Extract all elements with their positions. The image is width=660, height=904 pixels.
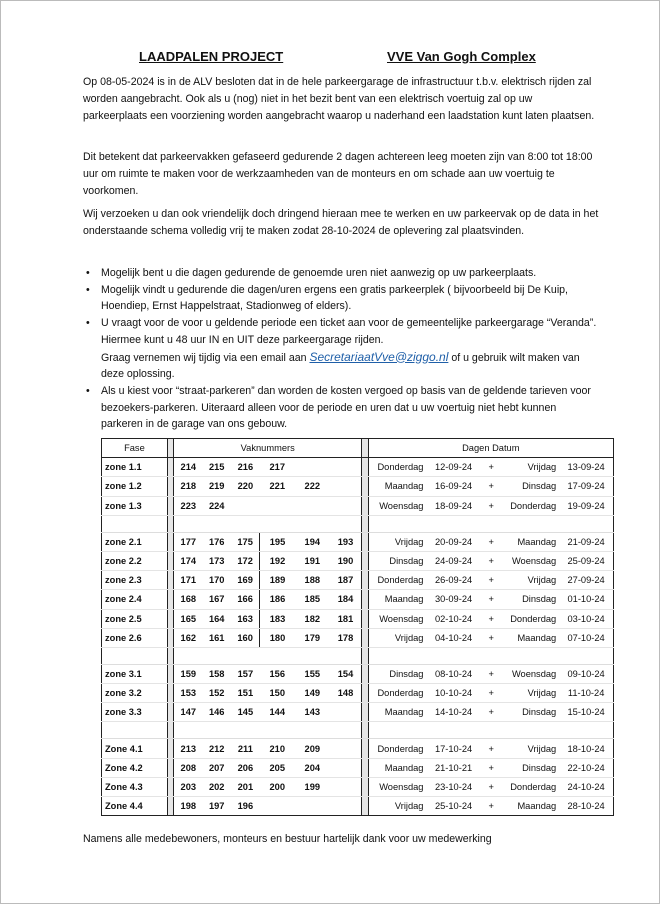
vak-number-cell: 209 — [295, 739, 330, 758]
bullet-icon: • — [86, 283, 90, 296]
end-date-cell: 09-10-24 — [559, 664, 613, 683]
vak-number-cell: 205 — [260, 758, 295, 777]
end-date-cell: 25-09-24 — [559, 551, 613, 570]
zone-cell: zone 2.2 — [102, 551, 168, 570]
spacer-row — [102, 515, 614, 532]
vak-number-cell: 169 — [231, 571, 260, 590]
vak-number-cell: 166 — [231, 590, 260, 609]
vak-number-cell: 189 — [260, 571, 295, 590]
start-date-cell: 02-10-24 — [426, 609, 480, 628]
vak-number-cell: 159 — [174, 664, 203, 683]
vak-number-cell: 161 — [202, 628, 231, 647]
plus-cell: + — [481, 777, 502, 796]
vak-number-cell: 155 — [295, 664, 330, 683]
vak-number-cell — [330, 758, 362, 777]
vak-number-cell: 192 — [260, 551, 295, 570]
table-row — [102, 664, 614, 683]
start-day-cell: Vrijdag — [368, 628, 426, 647]
start-date-cell: 04-10-24 — [426, 628, 480, 647]
vak-number-cell: 175 — [231, 532, 260, 551]
vak-number-cell: 168 — [174, 590, 203, 609]
table-row — [102, 739, 614, 758]
vak-number-cell — [330, 797, 362, 816]
vak-number-cell: 154 — [330, 664, 362, 683]
vak-number-cell: 220 — [231, 477, 260, 496]
start-day-cell: Maandag — [368, 590, 426, 609]
impact-paragraph: Dit betekent dat parkeervakken gefaseerd gedurende 2 dagen achtereen leeg moeten zijn van 8:00 tot 18:00 uur om ruimte te maken voor de werkzaamheden van de monteurs en om schade aan uw voertuig te voorkomen. — [83, 151, 593, 197]
vak-number-cell: 146 — [202, 703, 231, 722]
intro-paragraph: Op 08-05-2024 is in de ALV besloten dat in de hele parkeergarage de infrastructuur t.b.v. elektrisch rijden zal worden aangebracht. Ook als u (nog) niet in het bezit bent van een elektrisch voertuig zal op uw parkeerplaats een voorziening worden aangebracht waarop u naderhand een laadstation kunt laten plaatsen. — [83, 76, 595, 122]
vak-number-cell: 194 — [295, 532, 330, 551]
start-date-cell: 17-10-24 — [426, 739, 480, 758]
vak-number-cell: 224 — [202, 496, 231, 515]
plus-cell: + — [481, 703, 502, 722]
vak-number-cell: 210 — [260, 739, 295, 758]
vak-number-cell: 190 — [330, 551, 362, 570]
start-date-cell: 25-10-24 — [426, 797, 480, 816]
vak-number-cell: 178 — [330, 628, 362, 647]
start-day-cell: Dinsdag — [368, 551, 426, 570]
zone-cell: zone 3.1 — [102, 664, 168, 683]
start-date-cell: 12-09-24 — [426, 458, 480, 477]
vak-number-cell: 149 — [295, 684, 330, 703]
vak-number-cell — [330, 458, 362, 477]
vak-number-cell: 216 — [231, 458, 260, 477]
table-row — [102, 477, 614, 496]
vak-number-cell: 208 — [174, 758, 203, 777]
spacer-row — [102, 647, 614, 664]
table-row — [102, 703, 614, 722]
email-link[interactable]: SecretariaatVve@ziggo.nl — [309, 349, 449, 364]
vak-number-cell: 170 — [202, 571, 231, 590]
plus-cell: + — [481, 458, 502, 477]
table-row — [102, 458, 614, 477]
fase-header: Fase — [102, 439, 168, 458]
vak-number-cell: 177 — [174, 532, 203, 551]
end-day-cell: Donderdag — [502, 496, 559, 515]
start-date-cell: 21-10-21 — [426, 758, 480, 777]
zone-cell: zone 1.3 — [102, 496, 168, 515]
vak-number-cell: 148 — [330, 684, 362, 703]
vak-number-cell: 186 — [260, 590, 295, 609]
vak-number-cell: 181 — [330, 609, 362, 628]
zone-cell: zone 2.1 — [102, 532, 168, 551]
spacer-row — [102, 722, 614, 739]
zone-cell: Zone 4.3 — [102, 777, 168, 796]
vak-number-cell: 173 — [202, 551, 231, 570]
start-date-cell: 08-10-24 — [426, 664, 480, 683]
end-date-cell: 28-10-24 — [559, 797, 613, 816]
vak-number-cell: 147 — [174, 703, 203, 722]
vak-number-cell: 145 — [231, 703, 260, 722]
end-date-cell: 03-10-24 — [559, 609, 613, 628]
vak-number-cell — [330, 777, 362, 796]
vak-number-cell: 183 — [260, 609, 295, 628]
list-item: • Als u kiest voor “straat-parkeren” dan worden de kosten vergoed op basis van de geldende tarieven voor bezoekers-parkeren. Uiteraard alleen voor de periode en uren dat u uw voertuig niet hebt kunnen parkeren in de garage van ons gebouw. — [86, 384, 591, 431]
end-date-cell: 24-10-24 — [559, 777, 613, 796]
start-date-cell: 14-10-24 — [426, 703, 480, 722]
table-row — [102, 628, 614, 647]
start-day-cell: Woensdag — [368, 777, 426, 796]
start-day-cell: Donderdag — [368, 571, 426, 590]
vak-number-cell: 176 — [202, 532, 231, 551]
vak-number-cell: 185 — [295, 590, 330, 609]
vak-number-cell: 174 — [174, 551, 203, 570]
vak-number-cell: 215 — [202, 458, 231, 477]
vak-number-cell — [231, 496, 260, 515]
plus-cell: + — [481, 628, 502, 647]
vak-number-cell: 203 — [174, 777, 203, 796]
end-date-cell: 27-09-24 — [559, 571, 613, 590]
zone-cell: zone 1.2 — [102, 477, 168, 496]
vak-number-cell: 214 — [174, 458, 203, 477]
end-date-cell: 18-10-24 — [559, 739, 613, 758]
start-date-cell: 18-09-24 — [426, 496, 480, 515]
bullet-icon: • — [86, 267, 90, 279]
table-row — [102, 571, 614, 590]
vak-number-cell: 197 — [202, 797, 231, 816]
vak-number-cell: 223 — [174, 496, 203, 515]
vak-number-cell: 151 — [231, 684, 260, 703]
start-date-cell: 20-09-24 — [426, 532, 480, 551]
end-date-cell: 15-10-24 — [559, 703, 613, 722]
end-date-cell: 17-09-24 — [559, 477, 613, 496]
vak-number-cell: 172 — [231, 551, 260, 570]
vak-number-cell — [330, 496, 362, 515]
vak-number-cell — [330, 477, 362, 496]
plus-cell: + — [481, 551, 502, 570]
vak-number-cell: 182 — [295, 609, 330, 628]
start-date-cell: 16-09-24 — [426, 477, 480, 496]
vak-number-cell: 199 — [295, 777, 330, 796]
plus-cell: + — [481, 571, 502, 590]
start-day-cell: Maandag — [368, 703, 426, 722]
vak-number-cell — [260, 797, 295, 816]
start-day-cell: Woensdag — [368, 609, 426, 628]
start-day-cell: Maandag — [368, 758, 426, 777]
vak-number-cell: 201 — [231, 777, 260, 796]
vak-number-cell: 153 — [174, 684, 203, 703]
zone-cell: Zone 4.2 — [102, 758, 168, 777]
end-date-cell: 07-10-24 — [559, 628, 613, 647]
start-day-cell: Donderdag — [368, 458, 426, 477]
vak-number-cell: 207 — [202, 758, 231, 777]
dagen-datum-header: Dagen Datum — [368, 439, 613, 458]
email-sentence: Graag vernemen wij tijdig via een email aan SecretariaatVve@ziggo.nl of u gebruik wilt maken van deze oplossing. — [101, 349, 580, 381]
vak-number-cell: 162 — [174, 628, 203, 647]
zone-cell: zone 2.5 — [102, 609, 168, 628]
zone-cell: Zone 4.1 — [102, 739, 168, 758]
start-date-cell: 23-10-24 — [426, 777, 480, 796]
plus-cell: + — [481, 739, 502, 758]
vak-number-cell: 195 — [260, 532, 295, 551]
end-day-cell: Maandag — [502, 532, 559, 551]
end-day-cell: Dinsdag — [502, 758, 559, 777]
list-item: • Mogelijk bent u die dagen gedurende de genoemde uren niet aanwezig op uw parkeerplaats. — [83, 265, 599, 282]
vak-number-cell: 163 — [231, 609, 260, 628]
vak-number-cell — [295, 797, 330, 816]
table-header-row — [102, 439, 614, 458]
zone-cell: zone 2.4 — [102, 590, 168, 609]
end-date-cell: 13-09-24 — [559, 458, 613, 477]
vak-number-cell — [330, 739, 362, 758]
zone-cell: zone 2.3 — [102, 571, 168, 590]
start-date-cell: 26-09-24 — [426, 571, 480, 590]
end-day-cell: Vrijdag — [502, 458, 559, 477]
schedule-table — [101, 438, 614, 816]
closing-note: Namens alle medebewoners, monteurs en bestuur hartelijk dank voor uw medewerking — [83, 833, 492, 845]
end-date-cell: 01-10-24 — [559, 590, 613, 609]
bullet-icon: • — [86, 384, 90, 397]
plus-cell: + — [481, 609, 502, 628]
table-row — [102, 532, 614, 551]
vak-number-cell: 196 — [231, 797, 260, 816]
vak-number-cell: 160 — [231, 628, 260, 647]
vak-number-cell: 219 — [202, 477, 231, 496]
vak-number-cell: 206 — [231, 758, 260, 777]
vak-number-cell: 200 — [260, 777, 295, 796]
vak-number-cell: 150 — [260, 684, 295, 703]
end-day-cell: Maandag — [502, 628, 559, 647]
request-paragraph: Wij verzoeken u dan ook vriendelijk doch dringend hieraan mee te werken en uw parkeervak op de data in het onderstaande schema volledig vrij te maken zodat 28-10-2024 de oplevering zal plaatsvinden. — [83, 208, 599, 237]
list-item: • U vraagt voor de voor u geldende periode een ticket aan voor de gemeentelijke parkeergarage “Veranda”. Hiermee kunt u 48 uur IN en UIT deze parkeergarage rijden. Graag vernemen wij tijdig via een email aan SecretariaatVve@ziggo.nl of u gebruik wilt maken van deze oplossing. — [83, 315, 599, 383]
vak-number-cell: 164 — [202, 609, 231, 628]
vak-number-cell: 217 — [260, 458, 295, 477]
zone-cell: zone 3.2 — [102, 684, 168, 703]
vak-number-cell: 202 — [202, 777, 231, 796]
table-row — [102, 758, 614, 777]
vak-number-cell: 218 — [174, 477, 203, 496]
start-date-cell: 10-10-24 — [426, 684, 480, 703]
end-day-cell: Woensdag — [502, 551, 559, 570]
table-row — [102, 777, 614, 796]
plus-cell: + — [481, 797, 502, 816]
vak-number-cell: 204 — [295, 758, 330, 777]
end-date-cell: 21-09-24 — [559, 532, 613, 551]
end-day-cell: Vrijdag — [502, 684, 559, 703]
vak-number-cell: 179 — [295, 628, 330, 647]
vak-number-cell — [260, 496, 295, 515]
vak-number-cell: 143 — [295, 703, 330, 722]
plus-cell: + — [481, 758, 502, 777]
vaknummers-header: Vaknummers — [174, 439, 362, 458]
end-day-cell: Dinsdag — [502, 477, 559, 496]
vak-number-cell: 156 — [260, 664, 295, 683]
zone-cell: Zone 4.4 — [102, 797, 168, 816]
end-day-cell: Dinsdag — [502, 703, 559, 722]
start-day-cell: Vrijdag — [368, 797, 426, 816]
vak-number-cell: 180 — [260, 628, 295, 647]
table-row — [102, 609, 614, 628]
end-day-cell: Vrijdag — [502, 571, 559, 590]
zone-cell: zone 1.1 — [102, 458, 168, 477]
options-list — [83, 265, 599, 433]
table-row — [102, 684, 614, 703]
start-day-cell: Woensdag — [368, 496, 426, 515]
vak-number-cell: 213 — [174, 739, 203, 758]
end-day-cell: Dinsdag — [502, 590, 559, 609]
start-day-cell: Dinsdag — [368, 664, 426, 683]
vak-number-cell: 188 — [295, 571, 330, 590]
bullet-icon: • — [86, 317, 90, 330]
zone-cell: zone 2.6 — [102, 628, 168, 647]
vak-number-cell: 144 — [260, 703, 295, 722]
vak-number-cell — [295, 458, 330, 477]
table-row — [102, 496, 614, 515]
vak-number-cell: 193 — [330, 532, 362, 551]
vak-number-cell: 152 — [202, 684, 231, 703]
plus-cell: + — [481, 496, 502, 515]
start-date-cell: 24-09-24 — [426, 551, 480, 570]
end-day-cell: Woensdag — [502, 664, 559, 683]
vak-number-cell: 198 — [174, 797, 203, 816]
end-date-cell: 22-10-24 — [559, 758, 613, 777]
vak-number-cell: 165 — [174, 609, 203, 628]
document-title: LAADPALEN PROJECT — [139, 49, 284, 64]
vak-number-cell: 211 — [231, 739, 260, 758]
zone-cell: zone 3.3 — [102, 703, 168, 722]
table-row — [102, 797, 614, 816]
organization-title: VVE Van Gogh Complex — [387, 49, 536, 64]
vak-number-cell: 167 — [202, 590, 231, 609]
plus-cell: + — [481, 664, 502, 683]
end-date-cell: 11-10-24 — [559, 684, 613, 703]
end-day-cell: Maandag — [502, 797, 559, 816]
vak-number-cell: 157 — [231, 664, 260, 683]
list-item: • Mogelijk vindt u gedurende die dagen/uren ergens een gratis parkeerplek ( bijvoorbeeld bij De Kuip, Hoendiep, Ernst Happelstraat, Stadionweg of elders). — [86, 283, 569, 313]
vak-number-cell: 171 — [174, 571, 203, 590]
plus-cell: + — [481, 590, 502, 609]
vak-number-cell: 158 — [202, 664, 231, 683]
vak-number-cell: 221 — [260, 477, 295, 496]
start-day-cell: Donderdag — [368, 684, 426, 703]
plus-cell: + — [481, 532, 502, 551]
start-day-cell: Vrijdag — [368, 532, 426, 551]
start-day-cell: Donderdag — [368, 739, 426, 758]
end-day-cell: Donderdag — [502, 777, 559, 796]
vak-number-cell: 191 — [295, 551, 330, 570]
vak-number-cell — [295, 496, 330, 515]
plus-cell: + — [481, 477, 502, 496]
vak-number-cell: 212 — [202, 739, 231, 758]
start-date-cell: 30-09-24 — [426, 590, 480, 609]
table-row — [102, 551, 614, 570]
vak-number-cell: 222 — [295, 477, 330, 496]
vak-number-cell: 187 — [330, 571, 362, 590]
vak-number-cell — [330, 703, 362, 722]
table-row — [102, 590, 614, 609]
vak-number-cell: 184 — [330, 590, 362, 609]
start-day-cell: Maandag — [368, 477, 426, 496]
end-day-cell: Vrijdag — [502, 739, 559, 758]
end-day-cell: Donderdag — [502, 609, 559, 628]
plus-cell: + — [481, 684, 502, 703]
end-date-cell: 19-09-24 — [559, 496, 613, 515]
